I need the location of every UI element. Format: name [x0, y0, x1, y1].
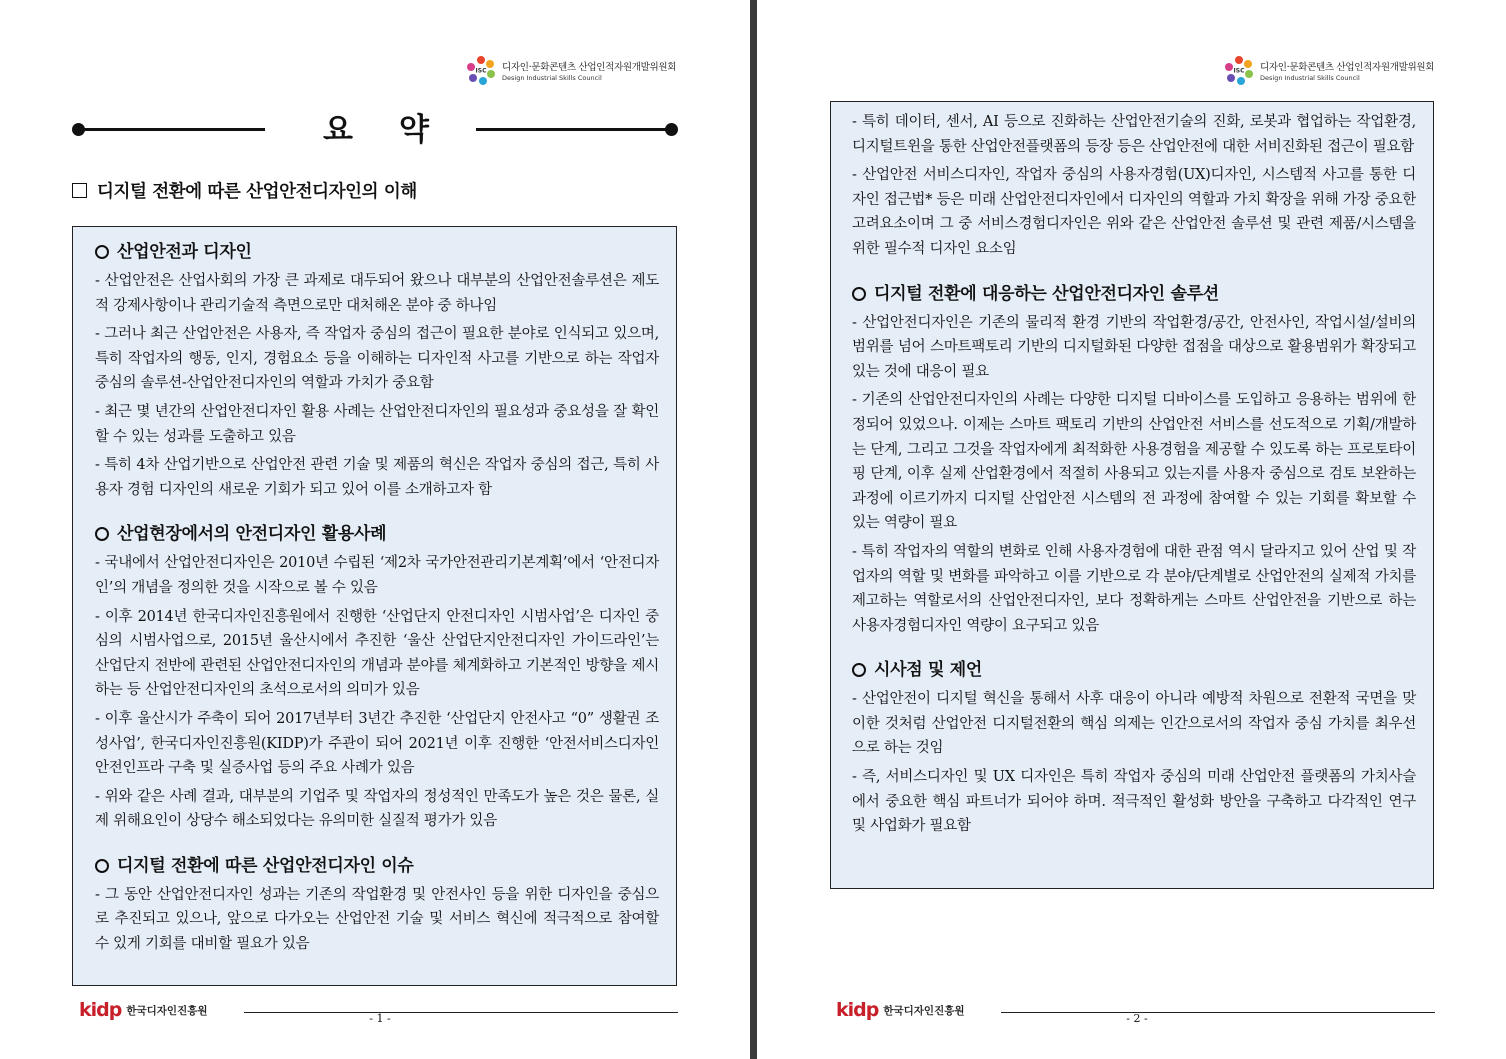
- kidp-name: 한국디자인진흥원: [883, 1004, 965, 1017]
- kidp-logo: kidp 한국디자인진흥원: [79, 999, 208, 1021]
- page-title: 요약: [323, 112, 475, 148]
- org-name-en: Design Industrial Skills Council: [502, 73, 602, 82]
- org-name: 디자인·문화콘텐츠 산업인적자원개발위원회: [1260, 61, 1435, 73]
- isc-flower-icon: [1224, 55, 1254, 85]
- paragraph: - 그 동안 산업안전디자인 성과는 기존의 작업환경 및 안전사인 등을 위한 디자인을 중심으로 추진되고 있으나, 앞으로 다가오는 산업안전 기술 및 서비스 혁신에 적극적으로 참여할 수 있게 기회를 대비할 필요가 있음: [95, 886, 659, 953]
- paragraph: - 특히 데이터, 센서, AI 등으로 진화하는 산업안전기술의 진화, 로봇과 협업하는 작업환경, 디지털트윈을 통한 산업안전플랫폼의 등장 등은 산업안전에 대한 서비진화된 접근이 필요함: [852, 114, 1416, 155]
- paragraph: - 산업안전은 산업사회의 가장 큰 과제로 대두되어 왔으나 대부분의 산업안전솔루션은 제도적 강제사항이나 관리기술적 측면으로만 대처해온 분야 중 하나임: [95, 273, 659, 314]
- isc-logo: [1224, 55, 1434, 85]
- page-divider: [750, 0, 757, 1059]
- paragraph: - 산업안전디자인은 기존의 물리적 환경 기반의 작업환경/공간, 안전사인, 작업시설/설비의 범위를 넘어 스마트팩토리 기반의 디지털화된 다양한 접점을 대상으로 활용범위가 확장되고 있는 것에 대응이 필요: [852, 314, 1416, 380]
- square-bullet-icon: [72, 183, 87, 198]
- kidp-logo: kidp 한국디자인진흥원: [836, 999, 965, 1021]
- org-name-en: Design Industrial Skills Council: [1260, 73, 1360, 82]
- summary-box-1: [72, 226, 677, 986]
- circle-bullet-icon: [95, 859, 109, 873]
- circle-bullet-icon: [95, 245, 109, 259]
- isc-logo: [466, 55, 676, 85]
- circle-bullet-icon: [852, 287, 866, 301]
- paragraph: - 기존의 산업안전디자인의 사례는 다양한 디지털 디바이스를 도입하고 응용하는 범위에 한정되어 있었으나. 이제는 스마트 팩토리 기반의 산업안전 서비스를 선도적으로 기획/개발하는 단계, 그리고 그것을 작업자에게 최적화한 사용경험을 제공할 수 있도록 하는 프로토타이핑 단계, 이후 실제 산업환경에서 적절히 사용되고 있는지를 사용자 중심으로 검토 보완하는 과정에 이르기까지 디지털 산업안전 시스템의 전 과정에 참여할 수 있는 기회를 확보할 수 있는 역량이 필요: [852, 392, 1416, 532]
- title-line-right: [476, 128, 672, 131]
- kidp-name: 한국디자인진흥원: [126, 1004, 208, 1017]
- paragraph: - 산업안전이 디지털 혁신을 통해서 사후 대응이 아니라 예방적 차원으로 전환적 국면을 맞이한 것처럼 산업안전 디지털전환의 핵심 의제는 인간으로서의 작업자 중심 가치를 최우선으로 하는 것임: [852, 691, 1416, 757]
- paragraph: - 최근 몇 년간의 산업안전디자인 활용 사례는 산업안전디자인의 필요성과 중요성을 잘 확인할 수 있는 성과를 도출하고 있음: [95, 403, 659, 445]
- subsection-heading: 산업현장에서의 안전디자인 활용사례: [95, 519, 659, 549]
- subsection-heading: 산업안전과 디자인: [95, 237, 659, 267]
- paragraph: - 이후 울산시가 주축이 되어 2017년부터 3년간 추진한 ‘산업단지 안전사고 “0” 생활권 조성사업’, 한국디자인진흥원(KIDP)가 주관이 되어 2021년 이후 진행한 ‘안전서비스디자인 안전인프라 구축 및 실증사업 등의 주요 사례가 있음: [95, 710, 659, 777]
- title-dot-right: [665, 123, 678, 136]
- paragraph: - 그러나 최근 산업안전은 사용자, 즉 작업자 중심의 접근이 필요한 분야로 인식되고 있으며, 특히 작업자의 행동, 인지, 경험요소 등을 이해하는 디자인적 사고를 기반으로 하는 작업자 중심의 솔루션-산업안전디자인의 역할과 가치가 중요함: [95, 326, 659, 392]
- subsection-heading: 디지털 전환에 대응하는 산업안전디자인 솔루션: [852, 279, 1416, 309]
- subsection-heading: 시사점 및 제언: [852, 655, 1416, 685]
- isc-flower-icon: [466, 55, 496, 85]
- page-number: - 1 -: [369, 1012, 391, 1025]
- circle-bullet-icon: [95, 527, 109, 541]
- page-number: - 2 -: [1126, 1012, 1148, 1025]
- paragraph: - 이후 2014년 한국디자인진흥원에서 진행한 ‘산업단지 안전디자인 시범사업’은 디자인 중심의 시범사업으로, 2015년 울산시에서 추진한 ‘울산 산업단지안전디자인 가이드라인’는 산업단지 전반에 관련된 산업안전디자인의 개념과 분야를 체계화하고 기본적인 방향을 제시하는 등 산업안전디자인의 초석으로서의 의미가 있음: [95, 608, 659, 699]
- subsection-heading: 디지털 전환에 따른 산업안전디자인 이슈: [95, 851, 659, 881]
- page-2: [757, 0, 1506, 1059]
- section-heading: 디지털 전환에 따른 산업안전디자인의 이해: [72, 178, 417, 203]
- page-1: [0, 0, 750, 1059]
- summary-box-2: [830, 101, 1434, 889]
- circle-bullet-icon: [852, 663, 866, 677]
- paragraph: - 산업안전 서비스디자인, 작업자 중심의 사용자경험(UX)디자인, 시스템적 사고를 통한 디자인 접근법* 등은 미래 산업안전디자인에서 디자인의 역할과 가치 확장을 위해 가장 중요한 고려요소이며 그 중 서비스경험디자인은 위와 같은 산업안전 솔루션 및 관련 제품/시스템을 위한 필수적 디자인 요소임: [852, 167, 1416, 257]
- paragraph: - 특히 4차 산업기반으로 산업안전 관련 기술 및 제품의 혁신은 작업자 중심의 접근, 특히 사용자 경험 디자인의 새로운 기회가 되고 있어 이를 소개하고자 함: [95, 457, 659, 498]
- org-name: 디자인·문화콘텐츠 산업인적자원개발위원회: [502, 61, 677, 73]
- paragraph: - 특히 작업자의 역할의 변화로 인해 사용자경험에 대한 관점 역시 달라지고 있어 산업 및 작업자의 역할 및 변화를 파악하고 이를 기반으로 각 분야/단계별로 산업안전의 실제적 가치를 제고하는 역할로서의 산업안전디자인, 보다 정확하게는 스마트 산업안전을 기반으로 하는 사용자경험디자인 역량이 요구되고 있음: [852, 543, 1416, 634]
- svg-text:ISC: ISC: [1233, 67, 1245, 75]
- footer-line: [1001, 1012, 1435, 1013]
- svg-text:ISC: ISC: [475, 67, 487, 75]
- footer-line: [244, 1012, 678, 1013]
- summary-title: [72, 110, 680, 150]
- paragraph: - 위와 같은 사례 결과, 대부분의 기업주 및 작업자의 정성적인 만족도가 높은 것은 물론, 실제 위해요인이 상당수 해소되었다는 유의미한 실질적 평가가 있음: [95, 788, 659, 830]
- paragraph: - 즉, 서비스디자인 및 UX 디자인은 특히 작업자 중심의 미래 산업안전 플랫폼의 가치사슬에서 중요한 핵심 파트너가 되어야 하며. 적극적인 활성화 방안을 구축하고 다각적인 연구 및 사업화가 필요함: [852, 769, 1416, 835]
- paragraph: - 국내에서 산업안전디자인은 2010년 수립된 ‘제2차 국가안전관리기본계획’에서 ‘안전디자인’의 개념을 정의한 것을 시작으로 볼 수 있음: [95, 555, 659, 596]
